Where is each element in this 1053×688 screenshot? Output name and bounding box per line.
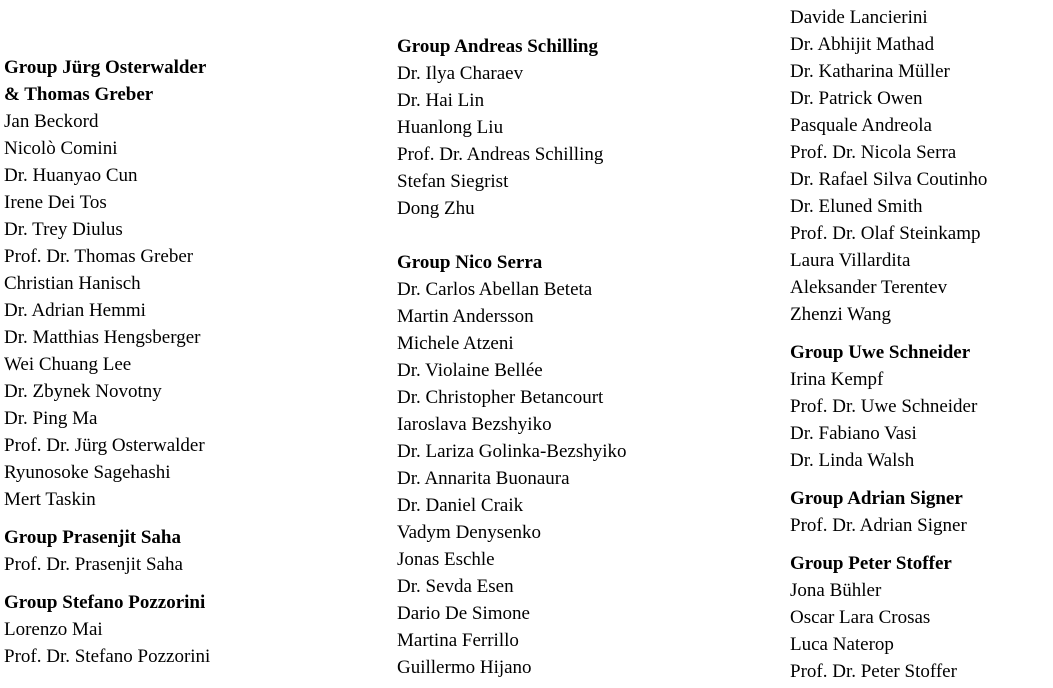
member-name: Dr. Rafael Silva Coutinho — [790, 169, 988, 190]
member-name: Prof. Dr. Thomas Greber — [4, 246, 194, 267]
member-name: Dr. Eluned Smith — [790, 196, 923, 217]
member-name: Dr. Katharina Müller — [790, 61, 950, 82]
member-name: Martin Andersson — [397, 306, 534, 327]
member-name: Nicolò Comini — [4, 138, 118, 159]
member-name: Iaroslava Bezshyiko — [397, 414, 552, 435]
group-heading: Group Uwe Schneider — [790, 342, 971, 363]
member-name: Dr. Fabiano Vasi — [790, 423, 917, 444]
group-heading: Group Stefano Pozzorini — [4, 592, 206, 613]
member-name: Prof. Dr. Andreas Schilling — [397, 144, 604, 165]
member-name: Dr. Annarita Buonaura — [397, 468, 570, 489]
member-name: Dong Zhu — [397, 198, 475, 219]
member-name: Prof. Dr. Peter Stoffer — [790, 661, 957, 682]
member-name: Mert Taskin — [4, 489, 96, 510]
member-name: Dr. Patrick Owen — [790, 88, 923, 109]
member-name: Jonas Eschle — [397, 549, 495, 570]
member-name: Dr. Adrian Hemmi — [4, 300, 146, 321]
member-name: Jona Bühler — [790, 580, 882, 601]
member-name: Dr. Daniel Craik — [397, 495, 524, 516]
member-name: Guillermo Hijano — [397, 657, 532, 678]
member-name: Martina Ferrillo — [397, 630, 519, 651]
group-heading: Group Jürg Osterwalder — [4, 57, 207, 78]
member-name: Dr. Ping Ma — [4, 408, 98, 429]
group-heading: Group Nico Serra — [397, 252, 543, 273]
group-heading: Group Peter Stoffer — [790, 553, 952, 574]
member-name: Dr. Linda Walsh — [790, 450, 915, 471]
member-name: Lorenzo Mai — [4, 619, 103, 640]
member-name: Prof. Dr. Olaf Steinkamp — [790, 223, 981, 244]
member-name: Michele Atzeni — [397, 333, 514, 354]
member-name: Wei Chuang Lee — [4, 354, 132, 375]
member-name: Zhenzi Wang — [790, 304, 892, 325]
member-name: Prof. Dr. Uwe Schneider — [790, 396, 978, 417]
member-name: Luca Naterop — [790, 634, 894, 655]
group-heading: & Thomas Greber — [4, 84, 154, 105]
member-name: Prof. Dr. Jürg Osterwalder — [4, 435, 205, 456]
member-name: Irene Dei Tos — [4, 192, 107, 213]
member-name: Ryunosoke Sagehashi — [4, 462, 171, 483]
member-name: Laura Villardita — [790, 250, 911, 271]
member-name: Dario De Simone — [397, 603, 530, 624]
member-name: Huanlong Liu — [397, 117, 504, 138]
member-name: Dr. Violaine Bellée — [397, 360, 543, 381]
member-name: Dr. Carlos Abellan Beteta — [397, 279, 593, 300]
group-heading: Group Adrian Signer — [790, 488, 963, 509]
group-heading: Group Prasenjit Saha — [4, 527, 182, 548]
member-name: Oscar Lara Crosas — [790, 607, 931, 628]
member-name: Prof. Dr. Nicola Serra — [790, 142, 957, 163]
member-name: Dr. Hai Lin — [397, 90, 485, 111]
member-name: Jan Beckord — [4, 111, 99, 132]
member-name: Dr. Huanyao Cun — [4, 165, 138, 186]
member-name: Irina Kempf — [790, 369, 884, 390]
member-name: Dr. Abhijit Mathad — [790, 34, 935, 55]
member-name: Dr. Sevda Esen — [397, 576, 514, 597]
member-name: Dr. Lariza Golinka-Bezshyiko — [397, 441, 627, 462]
member-name: Dr. Matthias Hengsberger — [4, 327, 201, 348]
member-name: Prof. Dr. Adrian Signer — [790, 515, 967, 536]
member-name: Vadym Denysenko — [397, 522, 542, 543]
member-name: Aleksander Terentev — [790, 277, 948, 298]
group-heading: Group Andreas Schilling — [397, 36, 598, 57]
member-name: Christian Hanisch — [4, 273, 141, 294]
member-name: Dr. Zbynek Novotny — [4, 381, 162, 402]
member-name: Dr. Trey Diulus — [4, 219, 123, 240]
member-name: Dr. Christopher Betancourt — [397, 387, 604, 408]
member-name: Dr. Ilya Charaev — [397, 63, 524, 84]
member-name: Prof. Dr. Prasenjit Saha — [4, 554, 183, 575]
member-name: Pasquale Andreola — [790, 115, 932, 136]
member-name: Stefan Siegrist — [397, 171, 509, 192]
member-name: Prof. Dr. Stefano Pozzorini — [4, 646, 211, 667]
member-name: Davide Lancierini — [790, 7, 928, 28]
